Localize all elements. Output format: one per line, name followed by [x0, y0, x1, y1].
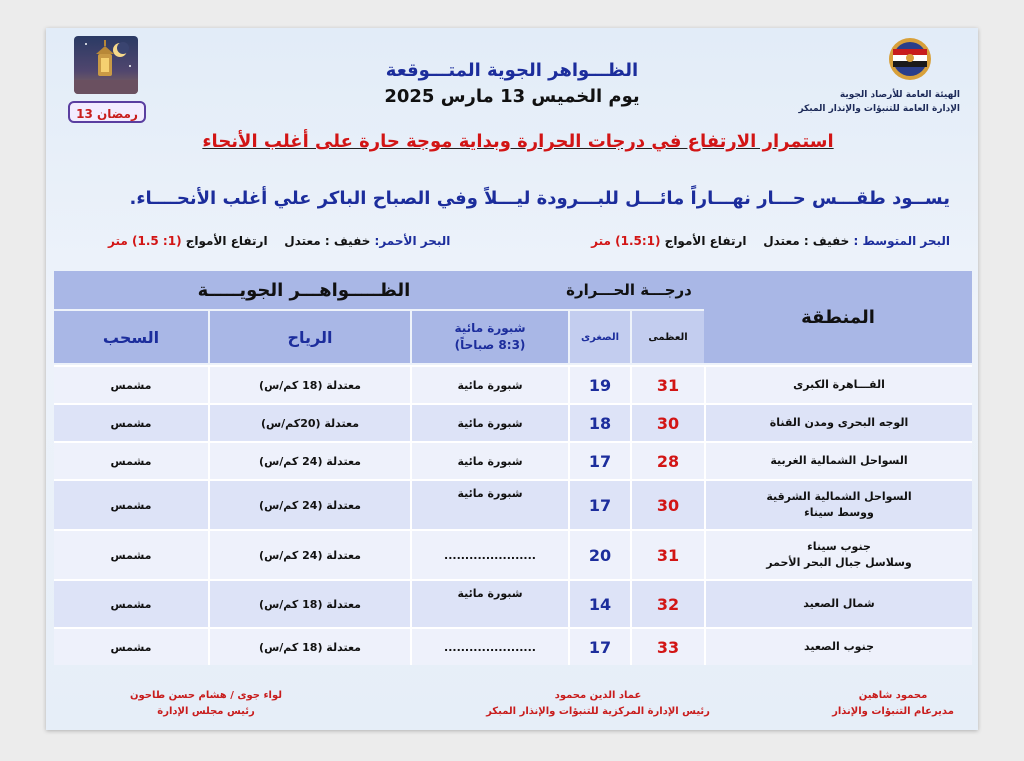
cell-winds: معتدلة (18 كم/س) [259, 378, 361, 392]
cell-min: 20 [588, 545, 612, 565]
cell-clouds: مشمس [110, 454, 152, 468]
cell-min: 17 [588, 495, 612, 515]
org-name-line2: الإدارة العامة للتنبؤات والإنذار المبكر [798, 104, 960, 114]
signature-left [106, 688, 306, 720]
region-name: القـــاهرة الكبرى [793, 377, 885, 391]
cell-max: 33 [656, 637, 680, 657]
cell-clouds: مشمس [110, 498, 152, 512]
cell-winds: معتدلة (18 كم/س) [259, 597, 361, 611]
cell-winds: معتدلة (24 كم/س) [259, 454, 361, 468]
header-max: العظمى [632, 311, 704, 363]
cell-clouds: مشمس [110, 640, 152, 654]
cell-region [706, 481, 972, 529]
region-name: جنوب سيناء وسلاسل جبال البحر الأحمر [766, 539, 912, 569]
waves-value: (1.5:1) متر [591, 234, 661, 248]
waves-label: ارتفاع الأمواج [185, 234, 268, 248]
cell-fog: ...................... [444, 548, 536, 562]
mediterranean-sea-info [591, 234, 950, 248]
headline: استمرار الارتفاع في درجات الحرارة وبداية موجة حارة على أغلب الأنحاء [202, 131, 834, 152]
cell-fog: شبورة مائية [457, 454, 523, 468]
forecast-date: يوم الخميس 13 مارس 2025 [384, 86, 640, 107]
page-title: الظـــواهر الجوية المتـــوقعة [385, 60, 639, 81]
cell-fog: شبورة مائية [457, 587, 523, 600]
region-name: شمال الصعيد [803, 596, 875, 610]
cell-region [706, 405, 972, 441]
cell-fog: شبورة مائية [457, 416, 523, 430]
signatory-name: عماد الدين محمود [554, 690, 642, 701]
header-phenomena: الظـــــواهـــر الجويـــــة [197, 279, 411, 301]
cell-clouds: مشمس [110, 416, 152, 430]
cell-max: 31 [656, 545, 680, 565]
cell-max: 30 [656, 413, 680, 433]
region-name: الوجه البحرى ومدن القناة [769, 415, 909, 429]
column-divider [208, 365, 210, 665]
cell-clouds: مشمس [110, 378, 152, 392]
cell-winds: معتدلة (20كم/س) [260, 416, 360, 430]
column-divider [568, 365, 570, 665]
signatory-name: محمود شاهين [858, 690, 928, 701]
cell-max: 31 [656, 375, 680, 395]
cell-region [706, 443, 972, 479]
sea-state: خفيف : معتدل [763, 234, 850, 248]
red-sea-info [108, 234, 450, 248]
header-temperature: درجـــة الحـــرارة [566, 281, 692, 299]
cell-fog: ...................... [444, 640, 536, 654]
cell-region [706, 629, 972, 665]
cell-min: 17 [588, 451, 612, 471]
header-winds: الرياح [210, 311, 410, 363]
column-divider [410, 365, 412, 665]
signatory-role: مديرعام التنبؤات والإنذار [832, 706, 954, 717]
cell-min: 18 [588, 413, 612, 433]
cell-fog: شبورة مائية [457, 487, 523, 500]
weather-description: يســود طقـــس حـــار نهـــاراً مائـــل للبـــرودة ليـــلاً وفي الصباح الباكر علي أغلب الأنحــــاء. [129, 188, 950, 209]
sea-name: البحر الأحمر: [374, 234, 451, 248]
waves-value: (1: 1.5) متر [108, 234, 182, 248]
cell-max: 32 [656, 594, 680, 614]
cell-region [706, 531, 972, 579]
header-min: الصغرى [570, 311, 630, 363]
cell-clouds: مشمس [110, 597, 152, 611]
region-name: السواحل الشمالية الشرقية ووسط سيناء [766, 489, 912, 519]
header-fog: شبورة مائية (8:3 صباحاً) [412, 311, 568, 363]
sea-state: خفيف : معتدل [284, 234, 371, 248]
cell-winds: معتدلة (24 كم/س) [259, 548, 361, 562]
cell-max: 28 [656, 451, 680, 471]
signature-center [448, 688, 748, 720]
forecast-sheet [46, 28, 978, 730]
cell-winds: معتدلة (24 كم/س) [259, 498, 361, 512]
signature-right [828, 688, 958, 720]
cell-min: 19 [588, 375, 612, 395]
header-clouds: السحب [54, 311, 208, 363]
cell-region [706, 367, 972, 403]
header-region: المنطقة [704, 271, 972, 363]
ramadan-day-badge: 13 رمضان [68, 101, 146, 123]
signatory-name: لواء جوى / هشام حسن طاحون [129, 690, 283, 701]
cell-winds: معتدلة (18 كم/س) [259, 640, 361, 654]
org-name-line1: الهيئة العامة للأرصاد الجوية [839, 90, 960, 100]
signatory-role: رئيس الإدارة المركزية للتنبؤات والإنذار المبكر [486, 706, 710, 717]
cell-max: 30 [656, 495, 680, 515]
cell-min: 17 [588, 637, 612, 657]
region-name: السواحل الشمالية الغربية [770, 453, 908, 467]
column-divider [630, 365, 632, 665]
forecast-table [54, 271, 972, 669]
cell-fog: شبورة مائية [457, 378, 523, 392]
cell-clouds: مشمس [110, 548, 152, 562]
column-divider [704, 365, 706, 665]
signatory-role: رئيس مجلس الإدارة [157, 706, 255, 717]
waves-label: ارتفاع الأمواج [664, 234, 747, 248]
cell-region [706, 581, 972, 627]
sea-name: البحر المتوسط : [853, 234, 950, 248]
cell-min: 14 [588, 594, 612, 614]
region-name: جنوب الصعيد [804, 639, 874, 653]
